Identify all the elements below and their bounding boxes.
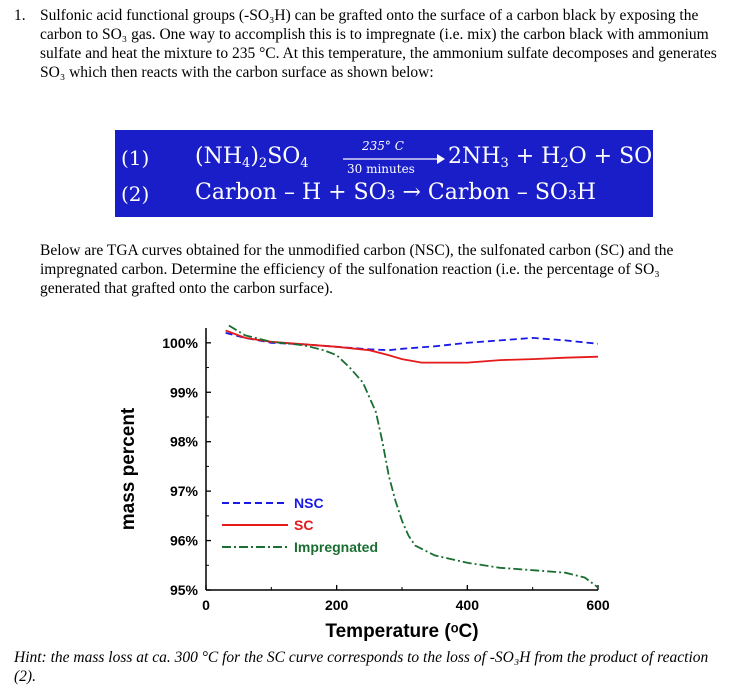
reaction-2-equation: Carbon – H + SO₃ → Carbon – SO₃H [195,180,596,205]
y-tick-label: 95% [169,582,198,598]
x-tick-label: 600 [586,597,610,613]
series-line-impregnated [229,326,598,588]
hint-paragraph: Hint: the mass loss at ca. 300 °C for the SC curve corresponds to the loss of -SO₃H from the product of reaction (2). [14,649,709,685]
reaction-1-condition-bottom: 30 minutes [347,162,415,176]
tga-chart [100,318,630,648]
reaction-1-products: $2NH_3 + H_2O + SO_3$ [448,144,661,171]
y-tick-label: 98% [169,433,198,450]
reaction-1-arrow [343,153,445,165]
x-axis-label: Temperature (ᵒC) [325,621,479,642]
y-tick-label: 100% [162,334,198,351]
question-paragraph-2: Below are TGA curves obtained for the unmodified carbon (NSC), the sulfonated carbon (SC) and the impregnated carbon. Determine the efficiency of the sulfonation reaction (i.e. the percentage of SO₃ generated that grafted onto the carbon surface). [40,242,674,297]
y-tick-label: 99% [169,384,198,401]
question-number: 1. [14,7,26,24]
question-paragraph-1: Sulfonic acid functional groups (-SO₃H) can be grafted onto the surface of a carbon black by exposing the carbon to SO₃ gas. One way to accomplish this is to impregnate (i.e. mix) the carbon black with ammonium sulfate and heat the mixture to 235 °C. At this temperature, the ammonium sulfate decomposes and generates SO₃ which then reacts with the carbon surface as shown below: [40,7,717,81]
legend-label-sc: SC [294,517,314,533]
hint-text [14,648,714,686]
x-tick-label: 0 [202,597,210,613]
reaction-1-equation: $(NH_4)_2SO_4$ [195,144,309,171]
reaction-2-label: (2) [121,182,150,206]
reaction-box [115,130,661,217]
x-tick-label: 400 [455,597,480,613]
series-line-nsc [226,333,598,350]
legend-label-impregnated: Impregnated [294,539,379,555]
reaction-1-label: (1) [121,146,150,170]
legend-label-nsc: NSC [294,495,324,511]
y-tick-label: 96% [169,532,198,549]
y-tick-label: 97% [169,483,198,500]
x-tick-label: 200 [324,597,349,613]
series-line-sc [226,331,598,363]
question-body-2 [40,241,720,298]
reaction-1-condition-top: 235° C [362,139,404,153]
y-axis-label: mass percent [118,407,139,531]
plot-area [118,326,610,643]
question-body [40,6,720,82]
